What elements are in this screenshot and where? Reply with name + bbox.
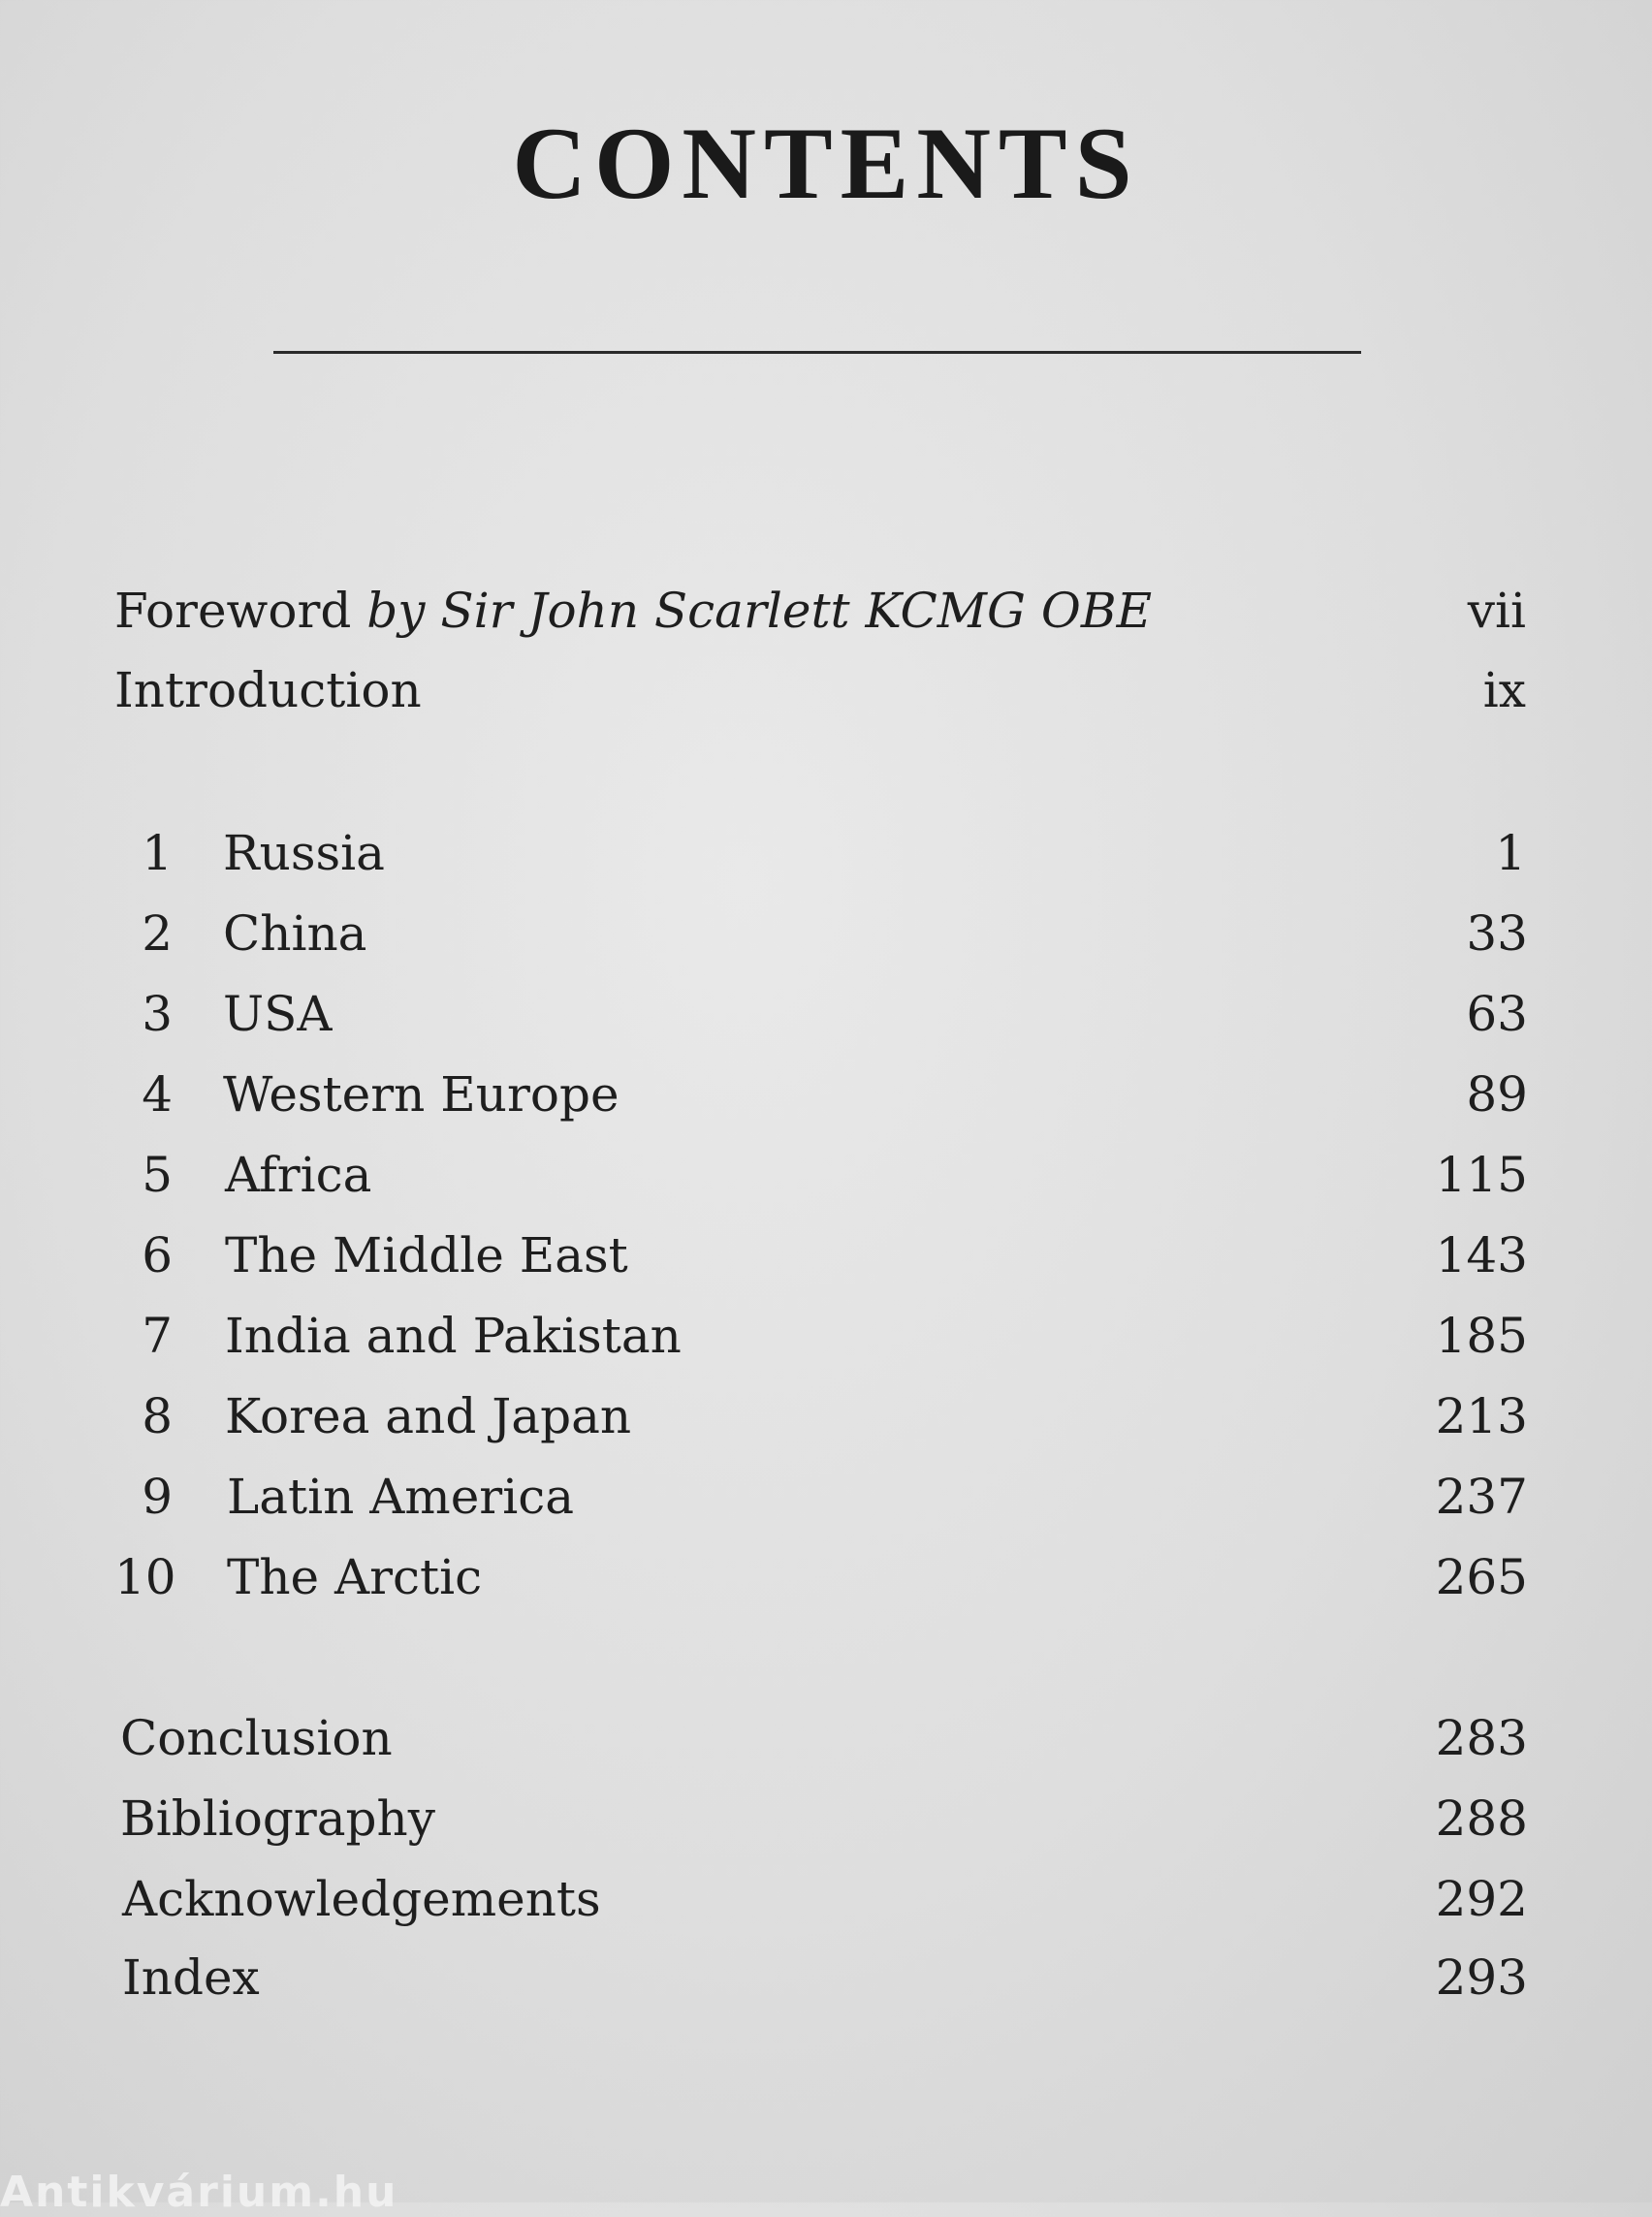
toc-chapter-entry — [114, 1387, 1528, 1445]
entry-page-number: 292 — [1435, 1871, 1528, 1927]
chapter-title: USA — [223, 986, 333, 1042]
toc-chapter-entry — [114, 1548, 1528, 1606]
toc-chapter-entry — [114, 1307, 1528, 1365]
toc-chapter-entry — [114, 985, 1528, 1043]
entry-label: Bibliography — [120, 1790, 435, 1847]
entry-page-number: 288 — [1435, 1790, 1528, 1847]
entry-page-number: 63 — [1466, 986, 1528, 1042]
foreword-byline: by Sir John Scarlett KCMG OBE — [366, 583, 1153, 639]
toc-chapter-entry — [114, 824, 1526, 882]
chapter-title: The Arctic — [227, 1549, 483, 1605]
foreword-label: Foreword — [114, 583, 352, 639]
entry-page-number: 283 — [1435, 1710, 1528, 1766]
entry-page-number: 213 — [1435, 1388, 1528, 1444]
chapter-number: 10 — [114, 1549, 176, 1605]
entry-page-number: 89 — [1466, 1066, 1528, 1123]
toc-chapter-entry — [114, 1146, 1528, 1204]
page-title: CONTENTS — [512, 107, 1140, 220]
chapter-title: China — [223, 905, 367, 962]
chapter-number: 7 — [142, 1308, 173, 1364]
toc-entry-introduction — [114, 661, 1526, 719]
entry-label: Conclusion — [120, 1710, 393, 1766]
entry-page-number: ix — [1482, 662, 1526, 718]
chapter-title: The Middle East — [225, 1227, 628, 1283]
chapter-title: Latin America — [227, 1469, 575, 1525]
toc-entry-foreword — [114, 582, 1526, 640]
chapter-number: 5 — [142, 1147, 173, 1203]
entry-label: Index — [122, 1949, 260, 2006]
entry-page-number: 115 — [1435, 1147, 1528, 1203]
entry-page-number: 185 — [1435, 1308, 1528, 1364]
toc-chapter-entry — [114, 1065, 1528, 1124]
chapter-title: Korea and Japan — [225, 1388, 632, 1444]
chapter-number: 1 — [142, 825, 173, 881]
entry-page-number: 143 — [1435, 1227, 1528, 1283]
chapter-number: 9 — [142, 1469, 173, 1525]
toc-chapter-entry — [114, 1226, 1528, 1284]
entry-page-number: 265 — [1435, 1549, 1528, 1605]
chapter-number: 8 — [142, 1388, 173, 1444]
toc-chapter-entry — [114, 1468, 1528, 1526]
entry-label: Acknowledgements — [122, 1871, 601, 1927]
toc-entry-acknowledgements — [122, 1870, 1528, 1928]
chapter-number: 3 — [142, 986, 173, 1042]
chapter-title: Western Europe — [223, 1066, 620, 1123]
chapter-number: 6 — [142, 1227, 173, 1283]
entry-page-number: 293 — [1435, 1949, 1528, 2006]
entry-page-number: 237 — [1435, 1469, 1528, 1525]
chapter-title: India and Pakistan — [225, 1308, 682, 1364]
toc-entry-index — [122, 1948, 1528, 2007]
watermark-text: Antikvárium.hu — [0, 2168, 398, 2217]
chapter-number: 4 — [142, 1066, 173, 1123]
entry-label — [114, 582, 1152, 640]
toc-chapter-entry — [114, 904, 1528, 963]
entry-page-number: 1 — [1495, 825, 1526, 881]
title-divider — [273, 351, 1361, 354]
entry-label: Introduction — [114, 662, 422, 718]
entry-page-number: vii — [1467, 583, 1526, 639]
toc-entry-bibliography — [120, 1789, 1528, 1848]
chapter-number: 2 — [142, 905, 173, 962]
entry-page-number: 33 — [1466, 905, 1528, 962]
chapter-title: Africa — [225, 1147, 372, 1203]
chapter-title: Russia — [223, 825, 385, 881]
toc-entry-conclusion — [120, 1709, 1528, 1767]
